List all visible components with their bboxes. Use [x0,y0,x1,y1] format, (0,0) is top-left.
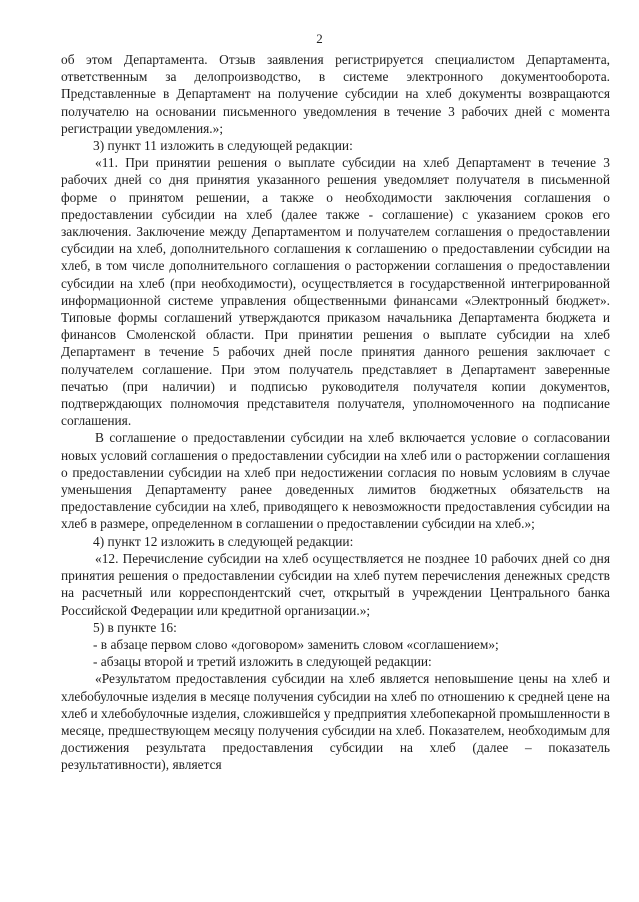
page-number: 2 [316,31,323,46]
paragraph-agreement-condition: В соглашение о предоставлении субсидии на хлеб включается условие о согласовании новых условий соглашения о предоставлении субсидии на хлеб или о расторжении соглашения о предоставлении субсидии на хлеб при недостижении согласия по новым условиям в случае уменьшения Департаменту ранее доведенных лимитов бюджетных обязательств на предоставление субсидии на хлеб, приводящего к невозможности предоставления субсидии на хлеб в размере, определенном в соглашении о предоставлении субсидии на хлеб.»; [61,430,610,532]
sub-item-first-paragraph: - в абзаце первом слово «договором» заменить словом «соглашением»; [93,636,499,652]
amendment-item-5: 5) в пункте 16: [93,619,177,635]
sub-item-second-third-paragraphs: - абзацы второй и третий изложить в следующей редакции: [93,654,432,670]
document-body [61,51,610,774]
paragraph-subsidy-result: «Результатом предоставления субсидии на хлеб является неповышение цены на хлеб и хлебобулочные изделия в месяце получения субсидии на хлеб по отношению к средней цене на хлеб и хлебобулочные изделия, сложившейся у предприятия хлебопекарной промышленности в месяце, предшествующем месяцу получения субсидии на хлеб. Показателем, необходимым для достижения результата предоставления субсидии на хлеб (далее – показатель результативности), является [61,671,610,773]
paragraph-clause-11: «11. При принятии решения о выплате субсидии на хлеб Департамент в течение 3 рабочих дней со дня принятия указанного решения уведомляет получателя в письменной форме о принятом решении, а также о необходимости заключения соглашения о предоставлении субсидии на хлеб (далее также - соглашение) с указанием сроков его заключения. Заключение между Департаментом и получателем соглашения о предоставлении субсидии на хлеб, дополнительного соглашения к соглашению о предоставлении субсидии на хлеб, в том числе дополнительного соглашения о расторжении соглашения о предоставлении субсидии на хлеб (при необходимости), осуществляется в государственной интегрированной информационной системе управления общественными финансами «Электронный бюджет». Типовые формы соглашений утверждаются приказом начальника Департамента бюджета и финансов Смоленской области. При принятии решения о выплате субсидии на хлеб Департамент в течение 5 рабочих дней после принятия данного решения заключает с получателем соглашение. При этом получатель представляет в Департамент заверенные печатью (при наличии) и подписью руководителя получателя копии документов, подтверждающих полномочия представителя получателя, уполномоченного на подписание соглашения. [61,155,610,429]
paragraph-withdrawal-registration: об этом Департамента. Отзыв заявления регистрируется специалистом Департамента, ответственным за делопроизводство, в системе электронного документооборота. Представленные в Департамент на получение субсидии на хлеб документы возвращаются получателю на основании письменного уведомления в течение 3 рабочих дней с момента регистрации уведомления.»; [61,52,610,136]
paragraph-clause-12: «12. Перечисление субсидии на хлеб осуществляется не позднее 10 рабочих дней со дня принятия решения о предоставлении субсидии на хлеб путем перечисления денежных средств на расчетный или корреспондентский счет, открытый в учреждении Центрального банка Российской Федерации или кредитной организации.»; [61,550,610,618]
amendment-item-4: 4) пункт 12 изложить в следующей редакции: [93,533,354,549]
amendment-item-3: 3) пункт 11 изложить в следующей редакции: [93,138,353,154]
